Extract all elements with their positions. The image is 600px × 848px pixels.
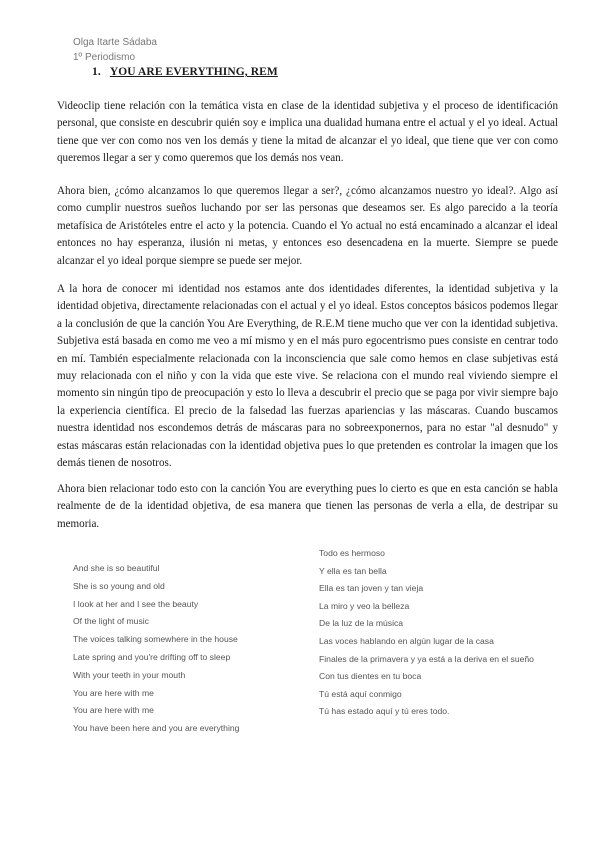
lyric-line-en: The voices talking somewhere in the house — [73, 634, 238, 645]
paragraph-1: Videoclip tiene relación con la temática vista en clase de la identidad subjetiva y el proceso de identificación personal, que consiste en descubrir quién soy e implica una dualidad humana entre el actual y el yo ideal. Actual tiene que ver con como nos ven los demás y tiene la mitad de alcanzar el yo ideal, que tiene que ver con como queremos llegar a ser y como queremos que los demás nos vean. — [57, 100, 558, 165]
lyric-line-en: You are here with me — [73, 705, 154, 716]
lyric-line-en: With your teeth in your mouth — [73, 669, 186, 680]
lyric-line-es: Con tus dientes en tu boca — [319, 671, 422, 682]
lyric-line-es: Tú has estado aquí y tú eres todo. — [319, 706, 450, 717]
section-title-text: YOU ARE EVERYTHING, REM — [109, 66, 278, 78]
lyric-line-es: Todo es hermoso — [319, 548, 385, 558]
section-title — [92, 66, 278, 78]
lyric-line-es: La miro y veo la belleza — [319, 600, 410, 611]
lyric-line-en: Late spring and you're drifting off to sleep — [73, 651, 231, 662]
lyric-line-es: Y ella es tan bella — [319, 565, 387, 576]
lyric-line-es: Las voces hablando en algún lugar de la casa — [319, 635, 494, 646]
section-number: 1. — [92, 66, 101, 78]
lyric-line-es: Finales de la primavera y ya está a la deriva en el sueño — [319, 653, 534, 664]
lyric-line-en: You have been here and you are everything — [73, 723, 240, 734]
lyric-line-es: Ella es tan joven y tan vieja — [319, 583, 424, 594]
paragraph-2: Ahora bien, ¿cómo alcanzamos lo que queremos llegar a ser?, ¿cómo alcanzamos nuestro yo ideal?. Algo así como cumplir nuestros sueños luchando por ser las personas que deseamos ser. Es algo parecido a la teoría metafísica de Aristóteles entre el acto y la potencia. Cuando el Yo actual no está encaminado a alcanzar el ideal entonces no hay esperanza, ilusión ni metas, y entonces eso desencadena en la muerte. Siempre se puede alcanzar el yo ideal porque siempre se puede ser mejor. — [57, 185, 558, 267]
lyric-line-en: She is so young and old — [73, 580, 165, 591]
paragraph-4: Ahora bien relacionar todo esto con la canción You are everything pues lo cierto es que en esta canción se habla realmente de de la identidad objetiva, de esa manera que tienen las personas de verla a ella, de destripar su memoria. — [57, 483, 558, 530]
course-label: 1º Periodismo — [73, 52, 136, 63]
lyric-line-es: De la luz de la música — [319, 618, 404, 629]
author-name: Olga Itarte Sádaba — [73, 37, 157, 48]
lyric-line-en: Of the light of music — [73, 616, 149, 627]
lyric-line-en: You are here with me — [73, 687, 154, 698]
lyrics-english — [73, 563, 303, 741]
lyric-line-en: I look at her and I see the beauty — [73, 598, 199, 609]
lyrics-spanish — [319, 548, 559, 724]
paragraph-3: A la hora de conocer mi identidad nos estamos ante dos identidades diferentes, la identidad subjetiva y la identidad objetiva, directamente relacionadas con el actual y el yo ideal. Estos conceptos básicos podemos llegar a la conclusión de que la canción You Are Everything, de R.E.M tiene mucho que ver con la identidad subjetiva. Subjetiva está basada en como me veo a mí mismo y en el más puro egocentrismo pues consiste en centrar todo en mí. También especialmente relacionada con la inconsciencia que sale como hemos en clase subjetivas está muy relacionada con el niño y con la vida que este vive. Se relaciona con el mundo real viviendo siempre el momento sin ningún tipo de preocupación y esto lo lleva a descubrir el precio que se paga por vivir siempre bajo la experiencia científica. El precio de la falsedad las fuerzas apariencias y las máscaras. Cuando buscamos nuestra identidad nos escondemos detrás de máscaras para no sobreexponernos, para no estar "al desnudo" y estas máscaras están relacionadas con la identidad objetiva pues lo que pretenden es controlar la imagen que los demás tienen de nosotros. — [57, 283, 558, 470]
lyric-line-es: Tú está aquí conmigo — [319, 688, 402, 699]
lyric-line-en: And she is so beautiful — [73, 563, 160, 573]
